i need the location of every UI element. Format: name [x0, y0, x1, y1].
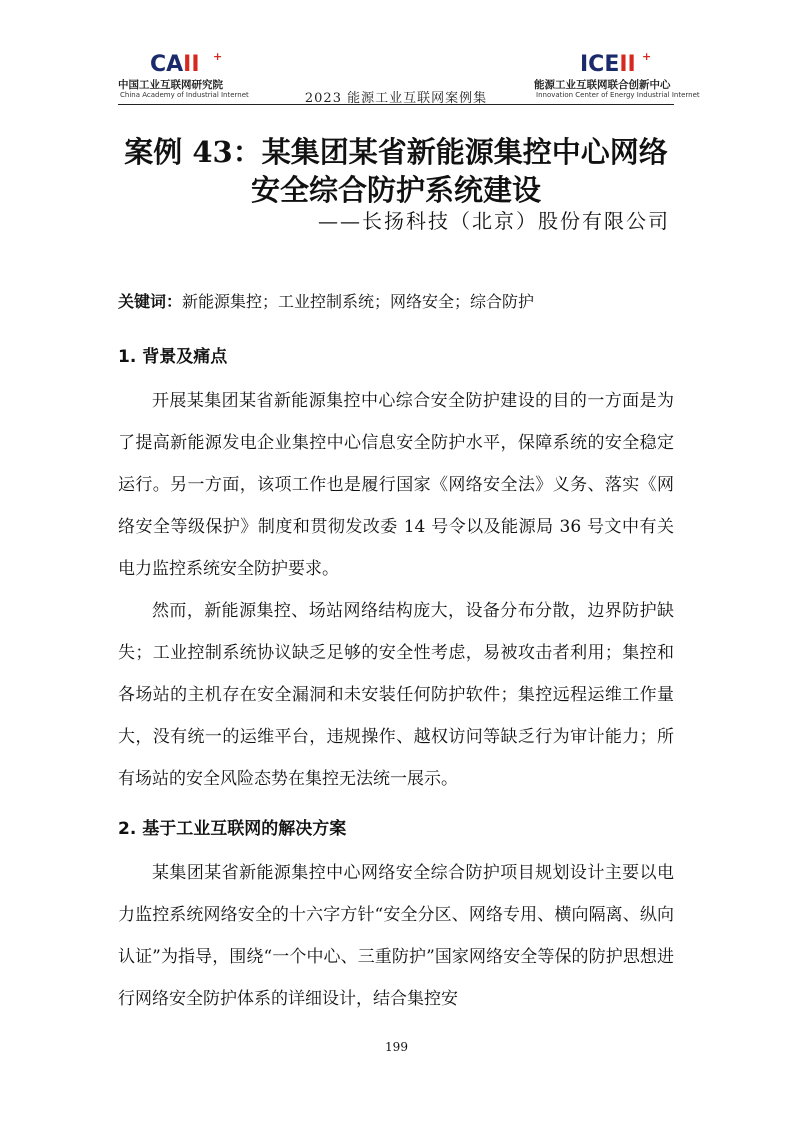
paragraph-solution-design: 某集团某省新能源集控中心网络安全综合防护项目规划设计主要以电力监控系统网络安全的十六字方针“安全分区、网络专用、横向隔离、纵向认证”为指导，围绕“一个中心、三重防护”国家网络安全等保的防护思想进行网络安全防护体系的详细设计，结合集控安 [118, 863, 674, 1009]
caii-logo-plus: + [213, 50, 223, 63]
iceii-logo [534, 50, 700, 102]
caii-name-en: China Academy of Industrial Internet [120, 91, 249, 99]
iceii-logo-plus: + [642, 50, 652, 63]
keywords-line [118, 289, 674, 312]
caii-logo-mark: CAII [150, 52, 200, 77]
iceii-logo-mark: ICEII [580, 52, 636, 77]
paragraph-pain-points: 然而，新能源集控、场站网络结构庞大，设备分布分散，边界防护缺失；工业控制系统协议缺乏足够的安全性考虑，易被攻击者利用；集控和各场站的主机存在安全漏洞和未安装任何防护软件；集控远程运维工作量大，没有统一的运维平台，违规操作、越权访问等缺乏行为审计能力；所有场站的安全风险态势在集控无法统一展示。 [118, 601, 674, 789]
section-heading-solution: 2. 基于工业互联网的解决方案 [118, 819, 347, 839]
paragraph-background-purpose: 开展某集团某省新能源集控中心综合安全防护建设的目的一方面是为了提高新能源发电企业集控中心信息安全防护水平，保障系统的安全稳定运行。另一方面，该项工作也是履行国家《网络安全法》义务、落实《网络安全等级保护》制度和贯彻发改委 14 号令以及能源局 36 号文中有关电力监控系统安全防护要求。 [118, 391, 674, 579]
section-heading-background: 1. 背景及痛点 [118, 347, 228, 367]
iceii-name-cn: 能源工业互联网联合创新中心 [534, 79, 671, 91]
iceii-name-en: Innovation Center of Energy Industrial Internet [536, 91, 700, 99]
header-divider [118, 104, 674, 105]
caii-name-cn: 中国工业互联网研究院 [118, 79, 223, 91]
keywords-text: 新能源集控；工业控制系统；网络安全；综合防护 [182, 292, 535, 311]
keywords-label: 关键词： [118, 292, 183, 311]
article-title: 案例 43：某集团某省新能源集控中心网络安全综合防护系统建设 [124, 135, 668, 207]
running-title: 2023 能源工业互联网案例集 [304, 91, 488, 106]
article-subtitle: ——长扬科技（北京）股份有限公司 [318, 209, 670, 233]
page-header [118, 50, 700, 106]
page-number: 199 [385, 1040, 408, 1054]
